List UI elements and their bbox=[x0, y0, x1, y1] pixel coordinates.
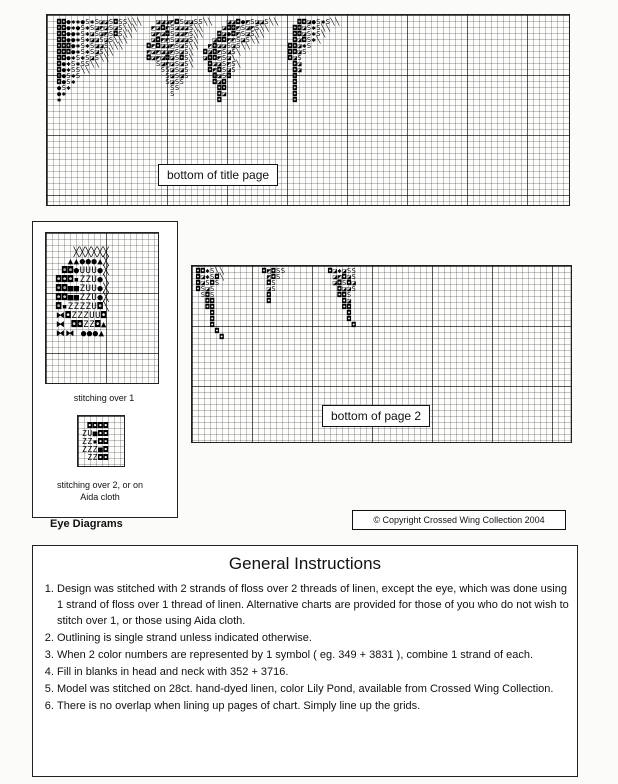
instruction-item: 4. Fill in blanks in head and neck with 352 + 3716. bbox=[57, 664, 571, 680]
instruction-item: 6. There is no overlap when lining up pages of chart. Simply line up the grids. bbox=[57, 698, 571, 714]
eye-symbols-over-1: ╳╳╳╳╳╳ ▲▲●●●▲╳ ◘◘●UUU●╳ ◘◘◘▪ZZU●╲ ◘◘■■ZUU●╳ ◘◘■■ZZU●╳ ◘▪ZZZZU◘╲ ⧓◘ZZZUU◘ ⧓ ◘◘ZZ◘▲ ⧓⧓ ●●●▲ bbox=[55, 248, 110, 339]
instruction-item: 1. Design was stitched with 2 strands of floss over 2 threads of linen, except the eye, which was done using 1 strand of floss over 1 thread of linen. Alternative charts are provided for those of you who do not wish to stitch over 1, or those using Aida cloth. bbox=[57, 581, 571, 629]
copyright-box: © Copyright Crossed Wing Collection 2004 bbox=[352, 510, 566, 530]
general-instructions-box bbox=[32, 545, 578, 777]
chart-grid-title-page bbox=[46, 14, 570, 206]
eye-grid-over-1 bbox=[45, 232, 159, 384]
caption-over-2: stitching over 2, or on Aida cloth bbox=[56, 480, 144, 502]
eye-diagrams-title: Eye Diagrams bbox=[50, 518, 123, 530]
eye-grid-over-2 bbox=[77, 415, 125, 467]
eye-symbols-over-2: ◘◘◘◘ ZU■◘◘ ZZ▪◘◘ ZZZ■◘ ZZ◘◘ bbox=[82, 421, 109, 462]
stitch-symbols-page-2: ◘◘✱S╲╲ ◘◩◘SS ◘◪✱◪SS ◘◪✱S◘╲ ◩◘S ◪◩◘◪S ◘◪S◘S ◘S ◪◘S◘◪ ◘S◪S ◪S ◘◪◪S S◘S ◘ ◘◘S ◘◘ ◘ ◘◪ ◘◘ ◘◘ ◘ ◘ ◘ ◘ ◘ ◘ ◘ ◘ bbox=[196, 267, 357, 341]
instruction-item: 5. Model was stitched on 28ct. hand-dyed linen, color Lily Pond, available from Crossed Wing Collection. bbox=[57, 681, 571, 697]
instruction-item: 3. When 2 color numbers are represented by 1 symbol ( eg. 349 + 3831 ), combine 1 strand of each. bbox=[57, 647, 571, 663]
chart-label-title-page: bottom of title page bbox=[158, 164, 278, 186]
instruction-item: 2. Outlining is single strand unless indicated otherwise. bbox=[57, 630, 571, 646]
instructions-list bbox=[41, 581, 571, 715]
caption-over-1: stitching over 1 bbox=[73, 393, 135, 403]
stitch-symbols: ◘◘●✱✱●S✱S◪◪S◘SS╲╲╲ ◪◪◪◩◘S◪◪SS╲╲ ◪◪◘●◩S◪◪S╲╲ ◘◘◪●S✱S╲╲ ◘◘●✱●S✱S◪◩◪S◪S╲╲╲ ◩◪◘◩S◪◪◪S╲╲ ◪◘◘◩S◪◩S╲╲ ◘◘◪S✱S╲╲ ◘◘●●✱S✱◪S◪◩S◘S╲╲ ◪◩◪◘S◪◪◩S╲╲ ◘◪●◘◩S◪S╲╲ ◘◘◪S✱S╲ ◘◘●●✱S✱◪◪S◪S╲╲╲ ◪◘◩◩S◪◪◪S╲ ◪◘◘◩◩S◪S╲╲ ◘◪◘S✱╲ ◘◘◘●✱S✱S◪◪S╲╲╲ ◘◩◘◪◪◩S◪S╲╲ ◩◘◪◪S◪S╲╲ ◘◘◪✱S ◘◘◘●✱S✱S◪S╲╲ ◩◪◩◪◪◩S◪S╲ ◘◪◘◩S◪S╲ ◘◘◪S ◘◘●✱S✱S◪S╲╲ ◘◪◩◪◘◪S◘S╲ ◪◘◘◩S◪╲ ◘◪S ◘●✱S✱SS╲╲ S◪◩◪S◪S╲ ◘◪◪S◩S╲ ◘◪ ◘●✱SS╲╲ SS◪S◪S ◘◩◘S◪S ◘◪ ◘●S✱S S◪S◪S ◘◪S◘ ◘ ◘●S✱ S◪SS ◘◪◘ ◘ ●S✱ SS ◘◘ ◘ ●✱ S ◘◪ ◘ ✱ ◘ ◘ bbox=[57, 18, 340, 104]
chart-label-page-2: bottom of page 2 bbox=[322, 405, 430, 427]
instructions-title: General Instructions bbox=[228, 554, 382, 573]
